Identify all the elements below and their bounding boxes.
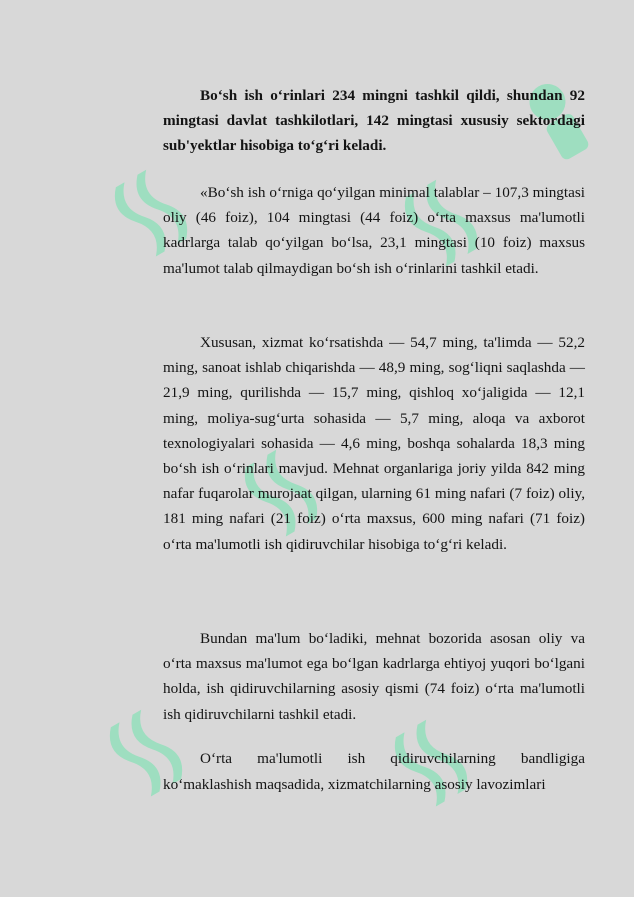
paragraph-1 bbox=[163, 83, 585, 159]
paragraph-text: Bundan ma'lum bo‘ladiki, mehnat bozorida asosan oliy va o‘rta maxsus ma'lumot ega bo‘lgan kadrlarga ehtiyoj yuqori bo‘lgani holda, ish qidiruvchilarning asosiy qismi (74 foiz) o‘rta ma'lumotli ish qidiruvchilarni tashkil etadi. bbox=[163, 630, 585, 723]
paragraph-text: Xususan, xizmat ko‘rsatishda — 54,7 ming, ta'limda — 52,2 ming, sanoat ishlab chiqarishda — 48,9 ming, sog‘liqni saqlashda — 21,9 ming, qurilishda — 15,7 ming, qishloq xo‘jaligida — 12,1 ming, moliya-sug‘urta sohasida — 5,7 ming, aloqa va axborot texnologiyalari sohasida — 4,6 ming, boshqa sohalarda 18,3 ming bo‘sh ish o‘rinlari mavjud. Mehnat organlariga joriy yilda 842 ming nafar fuqarolar murojaat qilgan, ularning 61 ming nafari (7 foiz) oliy, 181 ming nafari (21 foiz) o‘rta maxsus, 600 ming nafari (71 foiz) o‘rta ma'lumotli ish qidiruvchilar hisobiga to‘g‘ri keladi. bbox=[163, 334, 585, 553]
paragraph-2 bbox=[163, 180, 585, 281]
paragraph-3 bbox=[163, 330, 585, 557]
paragraph-5 bbox=[163, 746, 585, 798]
paragraph-text: «Bo‘sh ish o‘rniga qo‘yilgan minimal talablar – 107,3 mingtasi oliy (46 foiz), 104 mingtasi (44 foiz) o‘rta maxsus ma'lumotli kadrlarga talab qo‘yilgan bo‘lsa, 23,1 mingtasi (10 foiz) maxsus ma'lumot talab qilmaydigan bo‘sh ish o‘rinlarini tashkil etadi. bbox=[163, 184, 585, 277]
paragraph-text: O‘rta ma'lumotli ish qidiruvchilarning bandligiga ko‘maklashish maqsadida, xizmatchilarning asosiy lavozimlari bbox=[163, 750, 585, 793]
paragraph-4 bbox=[163, 626, 585, 727]
paragraph-text: Bo‘sh ish o‘rinlari 234 mingni tashkil qildi, shundan 92 mingtasi davlat tashkilotlari, 142 mingtasi xususiy sektordagi sub'yektlar hisobiga to‘g‘ri keladi. bbox=[163, 87, 585, 155]
